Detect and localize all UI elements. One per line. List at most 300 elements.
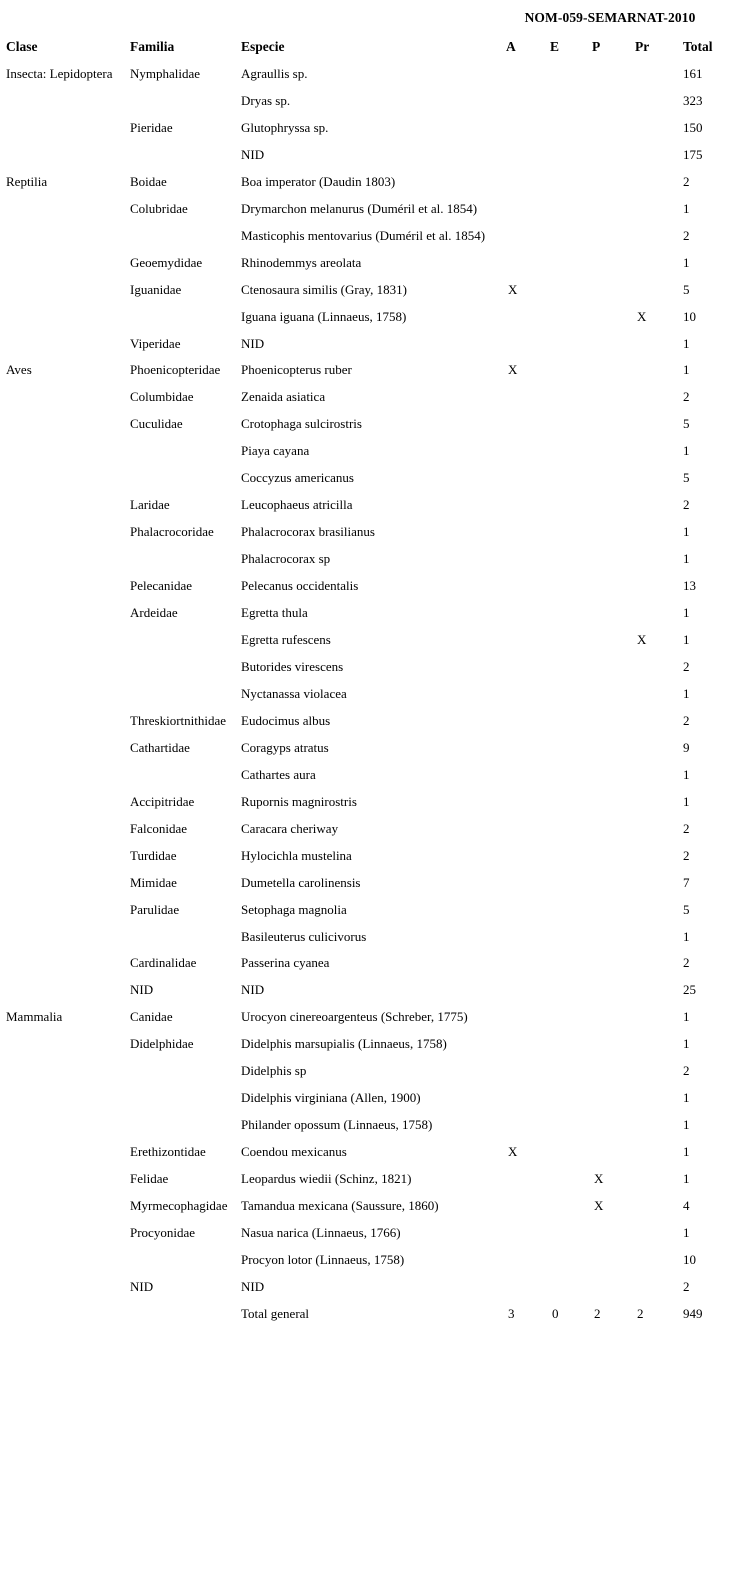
species-cell-p: [586, 277, 629, 304]
species-cell-familia: Nymphalidae: [130, 66, 201, 81]
species-cell-clase: [0, 465, 125, 492]
species-cell-pr: [629, 331, 677, 358]
table-row: [0, 1166, 734, 1193]
table-row: [0, 250, 734, 277]
species-cell-p: [586, 115, 629, 142]
species-cell-pr: [629, 223, 677, 250]
species-cell-especie: Passerina cyanea: [241, 955, 330, 971]
species-cell-pr: [629, 465, 677, 492]
species-cell-pr: [629, 681, 677, 708]
species-cell-especie: Agraullis sp.: [241, 66, 308, 81]
species-cell-familia: Boidae: [130, 173, 167, 189]
species-cell-a: [500, 465, 544, 492]
species-cell-pr: [629, 61, 677, 88]
species-cell-total: 2: [683, 658, 690, 674]
species-cell-e: [544, 169, 586, 196]
species-cell-especie: NID: [241, 335, 265, 351]
species-cell-total: 949: [683, 1305, 703, 1321]
table-header: [0, 33, 734, 61]
species-cell-familia: Cuculidae: [130, 416, 183, 432]
species-cell-clase: [0, 438, 125, 465]
species-cell-especie: Total general: [241, 1305, 310, 1321]
species-cell-familia: [125, 762, 233, 789]
species-cell-familia: Parulidae: [130, 901, 180, 917]
species-cell-p: [586, 1247, 629, 1274]
species-cell-p: [586, 573, 629, 600]
table-row: [0, 1085, 734, 1112]
species-cell-clase: Mammalia: [6, 1009, 63, 1025]
species-cell-total: 1: [683, 1117, 690, 1133]
species-cell-especie: Caracara cheriway: [241, 820, 339, 836]
species-cell-e: [544, 1085, 586, 1112]
column-header-clase: Clase: [6, 39, 38, 54]
species-cell-a: [500, 519, 544, 546]
species-cell-familia: Myrmecophagidae: [130, 1198, 228, 1214]
species-cell-total: 1: [683, 632, 690, 648]
species-cell-pr: [629, 977, 677, 1004]
species-cell-especie: Didelphis virginiana (Allen, 1900): [241, 1090, 421, 1106]
species-cell-clase: [0, 1220, 125, 1247]
table-row: [0, 924, 734, 951]
species-cell-total: 2: [683, 847, 690, 863]
species-cell-p: [586, 1085, 629, 1112]
species-cell-pr: [629, 789, 677, 816]
species-cell-familia: [125, 1058, 233, 1085]
species-cell-pr: [629, 1031, 677, 1058]
table-row: [0, 196, 734, 223]
table-row: [0, 1301, 734, 1328]
table-row: [0, 142, 734, 169]
species-cell-especie: Coragyps atratus: [241, 739, 329, 755]
species-cell-pr: [629, 1004, 677, 1031]
species-cell-especie: Didelphis marsupialis (Linnaeus, 1758): [241, 1036, 447, 1052]
species-cell-familia: [125, 654, 233, 681]
species-cell-clase: [0, 924, 125, 951]
status-x-mark: X: [637, 632, 647, 648]
species-cell-a: [500, 708, 544, 735]
species-cell-total: 150: [683, 119, 703, 135]
species-cell-e: [544, 411, 586, 438]
table-row: [0, 977, 734, 1004]
species-cell-p: 2: [594, 1305, 601, 1321]
species-cell-total: 1: [683, 254, 690, 270]
species-cell-clase: Reptilia: [6, 173, 48, 189]
species-cell-p: [586, 331, 629, 358]
species-cell-p: [586, 1112, 629, 1139]
species-cell-pr: [629, 816, 677, 843]
species-cell-a: [500, 1112, 544, 1139]
species-cell-p: [586, 843, 629, 870]
status-x-mark: X: [508, 1144, 518, 1160]
species-cell-especie: Phalacrocorax sp: [241, 551, 331, 567]
species-cell-p: [586, 169, 629, 196]
species-cell-familia: Canidae: [130, 1009, 173, 1025]
species-cell-familia: Didelphidae: [130, 1036, 194, 1052]
table-row: [0, 789, 734, 816]
species-cell-familia: Felidae: [130, 1171, 169, 1187]
species-cell-familia: Viperidae: [130, 335, 181, 351]
species-cell-total: 2: [683, 497, 690, 513]
species-cell-especie: Crotophaga sulcirostris: [241, 416, 362, 432]
species-cell-total: 2: [683, 1063, 690, 1079]
species-cell-e: [544, 1058, 586, 1085]
species-cell-especie: Leucophaeus atricilla: [241, 497, 353, 513]
species-cell-total: 10: [683, 308, 696, 324]
species-cell-pr: [629, 88, 677, 115]
header-row: [0, 33, 734, 61]
species-cell-p: [586, 61, 629, 88]
species-cell-familia: [125, 924, 233, 951]
species-cell-e: [544, 115, 586, 142]
species-cell-p: [586, 1031, 629, 1058]
table-row: [0, 438, 734, 465]
table-row: [0, 169, 734, 196]
species-cell-p: [586, 357, 629, 384]
table-row: [0, 223, 734, 250]
species-cell-total: 7: [683, 874, 690, 890]
species-cell-e: [544, 250, 586, 277]
status-x-mark: X: [508, 281, 518, 297]
species-cell-total: 10: [683, 1251, 696, 1267]
species-cell-p: [586, 1004, 629, 1031]
species-cell-familia: [125, 1301, 233, 1328]
status-x-mark: X: [637, 308, 647, 324]
species-cell-p: [586, 250, 629, 277]
species-cell-e: [544, 438, 586, 465]
table-row: [0, 735, 734, 762]
species-cell-pr: [629, 627, 677, 654]
species-cell-pr: [629, 843, 677, 870]
species-cell-pr: [629, 950, 677, 977]
species-cell-especie: Masticophis mentovarius (Duméril et al. 1854): [241, 227, 486, 243]
species-cell-familia: Geoemydidae: [130, 254, 203, 270]
species-cell-total: 1: [683, 362, 690, 378]
species-cell-p: [586, 897, 629, 924]
species-cell-pr: [629, 492, 677, 519]
species-cell-especie: Egretta rufescens: [241, 632, 331, 648]
species-cell-a: [500, 88, 544, 115]
species-table: [0, 33, 734, 1328]
species-cell-familia: [125, 546, 233, 573]
species-cell-p: [586, 816, 629, 843]
species-cell-familia: Cardinalidae: [130, 955, 197, 971]
table-body: [0, 61, 734, 1328]
species-cell-p: [586, 708, 629, 735]
species-cell-e: [544, 142, 586, 169]
species-cell-a: [500, 331, 544, 358]
species-cell-total: 2: [683, 227, 690, 243]
table-row: [0, 1112, 734, 1139]
table-row: [0, 1004, 734, 1031]
species-cell-pr: [629, 1274, 677, 1301]
species-cell-especie: Iguana iguana (Linnaeus, 1758): [241, 308, 407, 324]
species-cell-especie: Boa imperator (Daudin 1803): [241, 173, 396, 189]
species-cell-a: [500, 169, 544, 196]
species-cell-p: [586, 789, 629, 816]
column-header-e: E: [550, 39, 560, 54]
species-cell-especie: Dumetella carolinensis: [241, 874, 361, 890]
species-cell-a: [500, 1220, 544, 1247]
species-cell-especie: Eudocimus albus: [241, 712, 331, 728]
species-cell-e: [544, 331, 586, 358]
species-cell-e: [544, 977, 586, 1004]
species-cell-total: 1: [683, 766, 690, 782]
species-cell-pr: [629, 708, 677, 735]
species-cell-clase: [0, 977, 125, 1004]
species-cell-clase: [0, 1193, 125, 1220]
species-cell-a: [500, 250, 544, 277]
species-cell-e: [544, 600, 586, 627]
column-header-p: P: [592, 39, 601, 54]
species-cell-clase: [0, 897, 125, 924]
species-cell-e: [544, 897, 586, 924]
species-cell-a: [500, 1274, 544, 1301]
species-cell-clase: [0, 384, 125, 411]
species-cell-e: [544, 627, 586, 654]
species-cell-a: [500, 654, 544, 681]
species-cell-especie: Nyctanassa violacea: [241, 685, 347, 701]
species-cell-total: 175: [683, 146, 703, 162]
table-row: [0, 1220, 734, 1247]
species-cell-clase: [0, 223, 125, 250]
species-cell-pr: [629, 304, 677, 331]
species-cell-e: [544, 789, 586, 816]
species-cell-familia: [125, 1247, 233, 1274]
species-cell-familia: Procyonidae: [130, 1224, 195, 1240]
species-cell-a: [500, 870, 544, 897]
table-row: [0, 465, 734, 492]
species-cell-clase: [0, 196, 125, 223]
table-row: [0, 762, 734, 789]
species-cell-pr: [629, 1220, 677, 1247]
species-cell-p: [586, 1166, 629, 1193]
species-cell-pr: [629, 196, 677, 223]
table-row: [0, 1031, 734, 1058]
species-cell-pr: [629, 169, 677, 196]
table-row: [0, 843, 734, 870]
species-cell-e: [544, 1112, 586, 1139]
species-cell-total: 1: [683, 605, 690, 621]
species-cell-pr: [629, 438, 677, 465]
species-cell-pr: [629, 411, 677, 438]
species-cell-total: 2: [683, 712, 690, 728]
table-row: [0, 1139, 734, 1166]
species-cell-p: [586, 762, 629, 789]
species-cell-clase: [0, 142, 125, 169]
species-cell-familia: [125, 681, 233, 708]
species-cell-p: [586, 1058, 629, 1085]
species-cell-familia: Turdidae: [130, 847, 177, 863]
species-cell-especie: Drymarchon melanurus (Duméril et al. 1854): [241, 200, 478, 216]
table-row: [0, 357, 734, 384]
species-cell-e: [544, 681, 586, 708]
species-cell-a: [500, 492, 544, 519]
table-row: [0, 492, 734, 519]
species-cell-especie: Ctenosaura similis (Gray, 1831): [241, 281, 407, 297]
species-cell-p: [586, 681, 629, 708]
species-cell-e: [544, 1004, 586, 1031]
species-cell-pr: [629, 1112, 677, 1139]
species-cell-e: [544, 1274, 586, 1301]
species-cell-a: [500, 573, 544, 600]
species-cell-e: [544, 1247, 586, 1274]
species-cell-e: [544, 223, 586, 250]
species-cell-total: 5: [683, 281, 690, 297]
table-row: [0, 1058, 734, 1085]
species-cell-total: 2: [683, 820, 690, 836]
species-cell-total: 1: [683, 524, 690, 540]
column-header-pr: Pr: [635, 39, 650, 54]
species-cell-p: [586, 977, 629, 1004]
species-cell-clase: [0, 654, 125, 681]
species-cell-clase: [0, 1031, 125, 1058]
species-cell-clase: [0, 546, 125, 573]
species-cell-clase: Insecta: Lepidoptera: [6, 66, 113, 81]
species-cell-familia: [125, 627, 233, 654]
species-cell-e: [544, 735, 586, 762]
table-row: [0, 304, 734, 331]
species-cell-pr: [629, 573, 677, 600]
species-cell-especie: Butorides virescens: [241, 658, 344, 674]
species-cell-a: [500, 924, 544, 951]
table-row: [0, 331, 734, 358]
species-cell-a: [500, 977, 544, 1004]
species-cell-especie: Dryas sp.: [241, 92, 291, 108]
table-row: [0, 627, 734, 654]
species-cell-familia: Pelecanidae: [130, 578, 193, 594]
species-cell-total: 1: [683, 335, 690, 351]
species-cell-pr: [629, 142, 677, 169]
species-cell-e: [544, 573, 586, 600]
species-cell-e: [544, 1220, 586, 1247]
column-header-familia: Familia: [130, 39, 175, 54]
species-cell-total: 5: [683, 901, 690, 917]
species-cell-e: [544, 816, 586, 843]
species-cell-total: 1: [683, 928, 690, 944]
species-cell-clase: [0, 1139, 125, 1166]
species-cell-total: 161: [683, 66, 703, 81]
species-cell-p: [586, 492, 629, 519]
species-cell-p: [586, 1193, 629, 1220]
species-cell-e: [544, 924, 586, 951]
nom-group-header: NOM-059-SEMARNAT-2010: [524, 10, 696, 25]
species-cell-pr: [629, 519, 677, 546]
table-row: [0, 681, 734, 708]
species-cell-familia: Threskiortnithidae: [130, 712, 227, 728]
species-cell-total: 1: [683, 793, 690, 809]
species-cell-p: [586, 1220, 629, 1247]
species-cell-clase: [0, 708, 125, 735]
species-cell-a: 3: [508, 1305, 515, 1321]
species-cell-familia: Phoenicopteridae: [130, 362, 221, 378]
species-cell-especie: Glutophryssa sp.: [241, 119, 329, 135]
species-cell-total: 9: [683, 739, 690, 755]
species-cell-familia: Mimidae: [130, 874, 177, 890]
species-cell-e: [544, 546, 586, 573]
species-cell-a: [500, 897, 544, 924]
species-cell-clase: [0, 573, 125, 600]
species-cell-p: [586, 465, 629, 492]
species-cell-especie: Tamandua mexicana (Saussure, 1860): [241, 1198, 439, 1214]
species-cell-pr: [629, 1247, 677, 1274]
species-cell-especie: Rupornis magnirostris: [241, 793, 357, 809]
species-cell-clase: [0, 115, 125, 142]
species-cell-a: [500, 843, 544, 870]
species-cell-especie: Basileuterus culicivorus: [241, 928, 367, 944]
table-row: [0, 411, 734, 438]
species-cell-total: 1: [683, 1171, 690, 1187]
species-cell-especie: Pelecanus occidentalis: [241, 578, 359, 594]
species-cell-familia: NID: [130, 982, 154, 998]
table-row: [0, 870, 734, 897]
species-cell-clase: Aves: [6, 362, 32, 378]
species-cell-p: [586, 870, 629, 897]
species-cell-especie: Phalacrocorax brasilianus: [241, 524, 375, 540]
species-cell-especie: Leopardus wiedii (Schinz, 1821): [241, 1171, 412, 1187]
species-cell-e: [544, 843, 586, 870]
species-cell-p: [586, 438, 629, 465]
table-row: [0, 115, 734, 142]
species-cell-a: [500, 1085, 544, 1112]
table-row: [0, 61, 734, 88]
species-cell-e: [544, 465, 586, 492]
species-cell-familia: [125, 1085, 233, 1112]
species-cell-a: [500, 223, 544, 250]
species-cell-clase: [0, 681, 125, 708]
species-cell-familia: [125, 223, 233, 250]
species-cell-a: [500, 816, 544, 843]
species-cell-total: 5: [683, 470, 690, 486]
species-cell-p: [586, 519, 629, 546]
status-x-mark: X: [594, 1198, 604, 1214]
species-cell-pr: 2: [637, 1305, 644, 1321]
species-cell-total: 1: [683, 1144, 690, 1160]
species-cell-a: [500, 1058, 544, 1085]
species-cell-especie: Hylocichla mustelina: [241, 847, 352, 863]
table-row: [0, 897, 734, 924]
species-cell-total: 13: [683, 578, 696, 594]
species-cell-clase: [0, 1166, 125, 1193]
species-cell-e: [544, 708, 586, 735]
species-cell-familia: [125, 465, 233, 492]
species-cell-pr: [629, 1193, 677, 1220]
species-cell-total: 1: [683, 685, 690, 701]
species-cell-p: [586, 196, 629, 223]
species-cell-especie: Nasua narica (Linnaeus, 1766): [241, 1224, 401, 1240]
status-x-mark: X: [508, 362, 518, 378]
species-cell-clase: [0, 627, 125, 654]
species-cell-e: [544, 61, 586, 88]
species-cell-familia: Falconidae: [130, 820, 188, 836]
species-cell-clase: [0, 1301, 125, 1328]
species-cell-e: [544, 1139, 586, 1166]
species-cell-pr: [629, 546, 677, 573]
species-cell-total: 2: [683, 955, 690, 971]
species-cell-familia: Erethizontidae: [130, 1144, 206, 1160]
species-cell-p: [586, 411, 629, 438]
species-cell-especie: Procyon lotor (Linnaeus, 1758): [241, 1251, 405, 1267]
species-cell-a: [500, 1139, 544, 1166]
species-cell-a: [500, 115, 544, 142]
species-cell-a: [500, 1004, 544, 1031]
species-cell-a: [500, 1166, 544, 1193]
table-row: [0, 600, 734, 627]
species-cell-clase: [0, 600, 125, 627]
table-row: [0, 384, 734, 411]
species-cell-pr: [629, 1085, 677, 1112]
species-cell-a: [500, 950, 544, 977]
species-cell-a: [500, 762, 544, 789]
